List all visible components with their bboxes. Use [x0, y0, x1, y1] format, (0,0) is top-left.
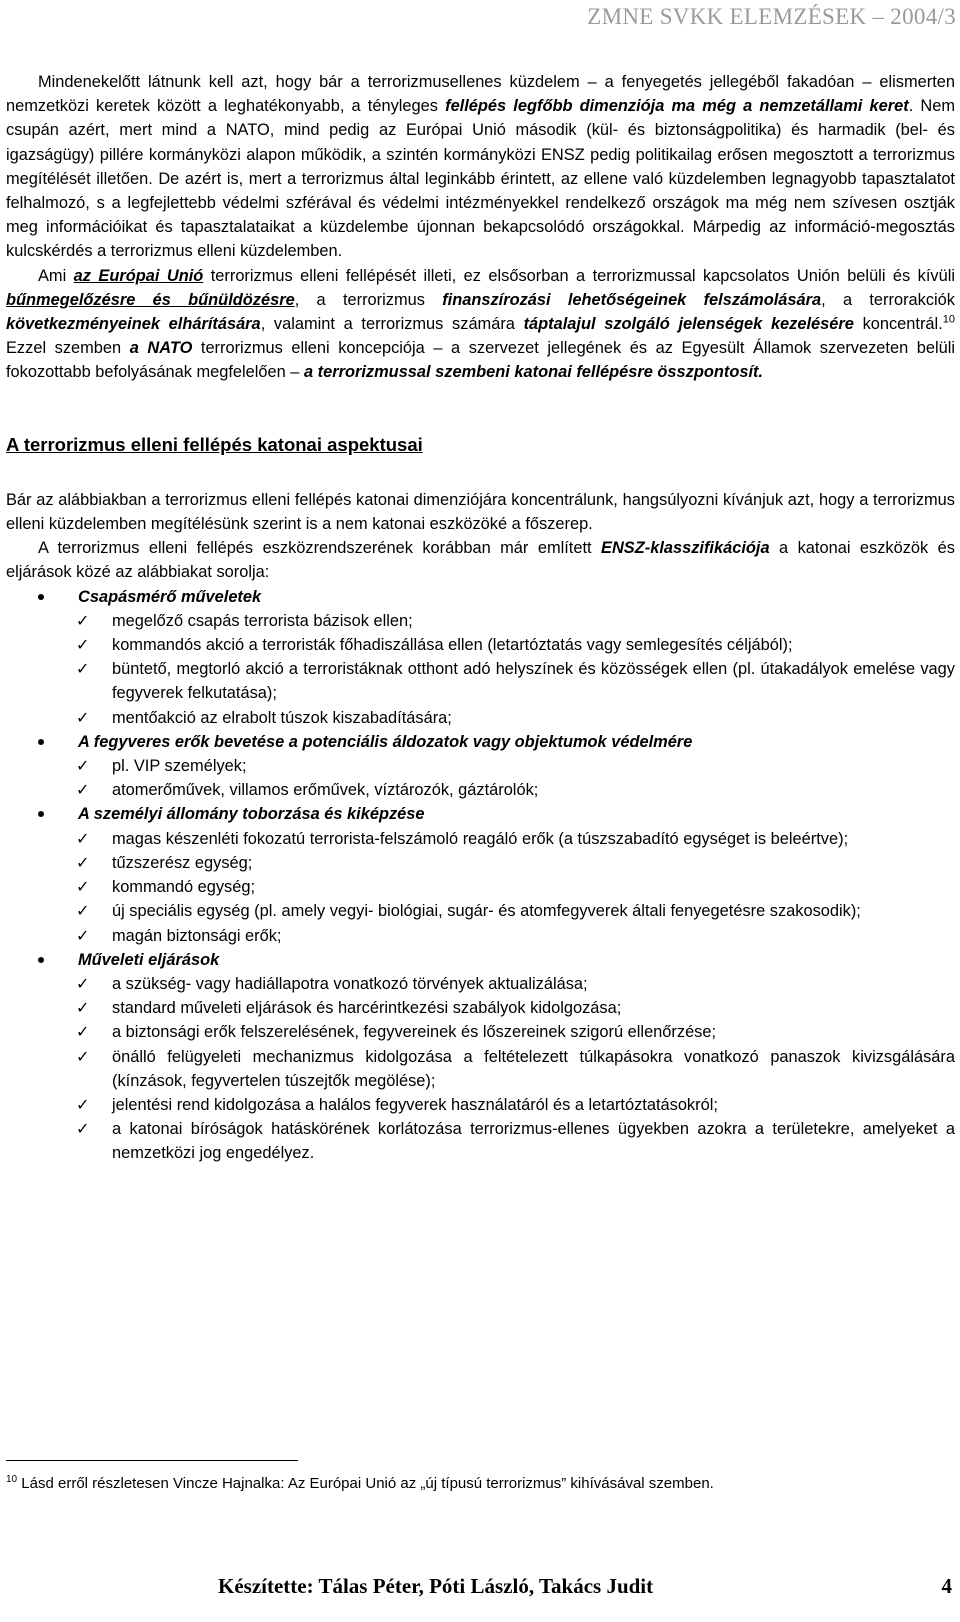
bullet-icon: [38, 739, 44, 745]
checklist-item: [76, 1093, 955, 1117]
paragraph-3: Bár az alábbiakban a terrorizmus elleni fellépés katonai dimenziójára koncentrálunk, hangsúlyozni kívánjuk azt, hogy a terrorizmus elleni küzdelemben megítélésünk szerint is a nem katonai eszközöké a főszerep.: [6, 490, 955, 534]
checklist-item-text: a biztonsági erők felszerelésének, fegyvereinek és lőszereinek szigorú ellenőrzése;: [112, 1023, 717, 1042]
checkmark-icon: ✓: [76, 780, 90, 800]
checklist-item-text: új speciális egység (pl. amely vegyi- biológiai, sugár- és atomfegyverek általi fenyegetésre szakosodik);: [112, 902, 861, 921]
section-heading: A terrorizmus elleni fellépés katonai aspektusai: [6, 433, 423, 455]
emphasis: a terrorizmussal szembeni katonai fellépésre összpontosít.: [303, 363, 764, 382]
checkmark-icon: ✓: [76, 998, 90, 1018]
running-header: ZMNE SVKK ELEMZÉSEK – 2004/3: [587, 4, 956, 29]
checklist-item-text: pl. VIP személyek;: [112, 757, 247, 776]
checkmark-icon: ✓: [76, 635, 90, 655]
checklist-item: [76, 924, 955, 948]
checklist-item-text: a szükség- vagy hadiállapotra vonatkozó törvények aktualizálása;: [112, 974, 588, 993]
footnote: [6, 1470, 946, 1494]
emphasis: a NATO: [129, 339, 193, 358]
list-item: [6, 948, 955, 1166]
footnote-number: 10: [6, 1474, 18, 1485]
list-group-label: A személyi állomány toborzása és kiképzése: [78, 805, 425, 824]
list-item: [6, 585, 955, 730]
checklist-item: [76, 706, 955, 730]
checklist-item-text: atomerőművek, villamos erőművek, víztározók, gáztárolók;: [112, 781, 539, 800]
page-footer: [0, 1574, 960, 1614]
checklist-item-text: magán biztonsági erők;: [112, 926, 282, 945]
checklist-item: [76, 899, 955, 923]
checklist-item: [76, 875, 955, 899]
bullet-list: [6, 585, 955, 1166]
checklist-item-text: büntető, megtorló akció a terroristáknak otthont adó helyszínek és közösségek ellen (pl. útakadályok emelése vagy fegyverek felkutatása);: [112, 660, 955, 703]
emphasis: fellépés legfőbb dimenziója ma még a nemzetállami keret: [445, 97, 909, 116]
checklist-item-text: megelőző csapás terrorista bázisok ellen;: [112, 611, 413, 630]
emphasis: finanszírozási lehetőségeinek felszámolására: [442, 290, 822, 309]
checklist: [78, 827, 955, 948]
list-group-label: A fegyveres erők bevetése a potenciális áldozatok vagy objektumok védelmére: [78, 732, 693, 751]
checkmark-icon: ✓: [76, 925, 90, 945]
checklist-item-text: önálló felügyeleti mechanizmus kidolgozása a feltételezett túlkapásokra vonatkozó panaszok kivizsgálására (kínzások, fegyvertelen túszejtők megölése);: [112, 1047, 955, 1090]
checklist-item-text: a katonai bíróságok hatáskörének korlátozása terrorizmus-ellenes ügyekben azokra a területekre, amelyeket a nemzetközi jog engedélyez.: [112, 1120, 955, 1163]
bullet-icon: [38, 594, 44, 600]
emphasis: táptalajul szolgáló jelenségek kezelésére: [523, 315, 854, 334]
checklist-item-text: magas készenléti fokozatú terrorista-felszámoló reagáló erők (a túszszabadító egységet is beleértve);: [112, 829, 849, 848]
list-item: [6, 802, 955, 947]
checklist-item-text: tűzszerész egység;: [112, 853, 253, 872]
checklist-item: [76, 778, 955, 802]
bullet-icon: [38, 811, 44, 817]
checkmark-icon: ✓: [76, 1046, 90, 1066]
checklist-item: [76, 972, 955, 996]
emphasis: ENSZ-klasszifikációja: [601, 539, 770, 558]
checklist-item: [76, 1117, 955, 1165]
checklist-item-text: mentőakció az elrabolt túszok kiszabadítására;: [112, 708, 452, 727]
emphasis: bűnmegelőzésre és bűnüldözésre: [6, 290, 295, 309]
checklist-item: [76, 1045, 955, 1093]
checkmark-icon: ✓: [76, 901, 90, 921]
checklist: [78, 609, 955, 730]
checklist-item-text: jelentési rend kidolgozása a halálos fegyverek használatáról és a letartóztatásokról;: [112, 1095, 718, 1114]
checklist-item: [76, 996, 955, 1020]
footnote-text: Lásd erről részletesen Vincze Hajnalka: Az Európai Unió az „új típusú terrorizmus” kihívásával szemben.: [17, 1475, 714, 1492]
footnote-reference[interactable]: 10: [942, 313, 955, 326]
checkmark-icon: ✓: [76, 1119, 90, 1139]
checkmark-icon: ✓: [76, 707, 90, 727]
checklist: [78, 754, 955, 802]
checklist-item: [76, 754, 955, 778]
emphasis: következményeinek elhárítására: [6, 315, 261, 334]
bullet-icon: [38, 957, 44, 963]
checkmark-icon: ✓: [76, 852, 90, 872]
checklist-item-text: kommandós akció a terroristák főhadiszállása ellen (letartóztatás vagy semlegesítés céljából);: [112, 636, 793, 655]
paragraph-2: Ami az Európai Unió terrorizmus elleni fellépését illeti, ez elsősorban a terrorizmussal kapcsolatos Unión belüli és kívüli bűnmegelőzésre és bűnüldözésre, a terrorizmus finanszírozási lehetőségeinek felszámolására, a terrorakciók következményeinek elhárítására, valamint a terrorizmus számára táptalajul szolgáló jelenségek kezelésére koncentrál.$^{10}$ Ezzel szemben a NATO terrorizmus elleni koncepciója – a szervezet jellegének és az Egyesült Államok szervezeten belüli fokozottabb befolyásának megfelelően – a terrorizmussal szembeni katonai fellépésre összpontosít.: [6, 266, 956, 382]
checkmark-icon: ✓: [76, 1094, 90, 1114]
footer-author: Készítette: Tálas Péter, Póti László, Takács Judit: [218, 1574, 654, 1598]
list-group-label: Műveleti eljárások: [78, 950, 220, 969]
checklist-item: [76, 851, 955, 875]
checklist-item-text: kommandó egység;: [112, 878, 256, 897]
paragraph-1: Mindenekelőtt látnunk kell azt, hogy bár a terrorizmusellenes küzdelem – a fenyegetés jellegéből fakadóan – elismerten nemzetközi keretek között a leghatékonyabb, a tényleges fellépés legfőbb dimenziója ma még a nemzetállami keret. Nem csupán azért, mert mind a NATO, mind pedig az Európai Unió második (kül- és biztonságpolitika) és harmadik (bel- és igazságügy) pillére kormányközi alapon működik, a szintén kormányközi ENSZ pedig politikailag erősen megosztott a terrorizmus megítélését illetően. De azért is, mert a terrorizmus által leginkább érintett, az ellene való küzdelemben legnagyobb tapasztalatot felhalmozó, s a legfejlettebb védelmi szférával és védelmi intézményekkel rendelkező országok ma még nem szívesen osztják meg információikat és tapasztalataikat a küzdelembe újonnan bekapcsolódó országokkal. Márpedig az információ-megosztás kulcskérdés a terrorizmus elleni küzdelemben.: [6, 73, 955, 261]
document-body: [6, 70, 955, 1166]
paragraph-4: A terrorizmus elleni fellépés eszközrendszerének korábban már említett ENSZ-klasszifikációja a katonai eszközök és eljárások közé az alábbiakat sorolja:: [6, 539, 955, 582]
footnote-separator: [6, 1460, 298, 1461]
list-item: [6, 730, 955, 803]
page-number: 4: [941, 1574, 952, 1598]
checklist-item: [76, 633, 955, 657]
checkmark-icon: ✓: [76, 828, 90, 848]
checkmark-icon: ✓: [76, 1022, 90, 1042]
checklist-item: [76, 1020, 955, 1044]
checkmark-icon: ✓: [76, 877, 90, 897]
checkmark-icon: ✓: [76, 610, 90, 630]
checklist-item-text: standard műveleti eljárások és harcérintkezési szabályok kidolgozása;: [112, 999, 622, 1018]
list-group-label: Csapásmérő műveletek: [78, 587, 262, 606]
checklist-item: [76, 657, 955, 705]
checkmark-icon: ✓: [76, 973, 90, 993]
checklist: [78, 972, 955, 1166]
checklist-item: [76, 609, 955, 633]
checkmark-icon: ✓: [76, 659, 90, 679]
checklist-item: [76, 827, 955, 851]
emphasis: az Európai Unió: [73, 266, 204, 285]
checkmark-icon: ✓: [76, 756, 90, 776]
